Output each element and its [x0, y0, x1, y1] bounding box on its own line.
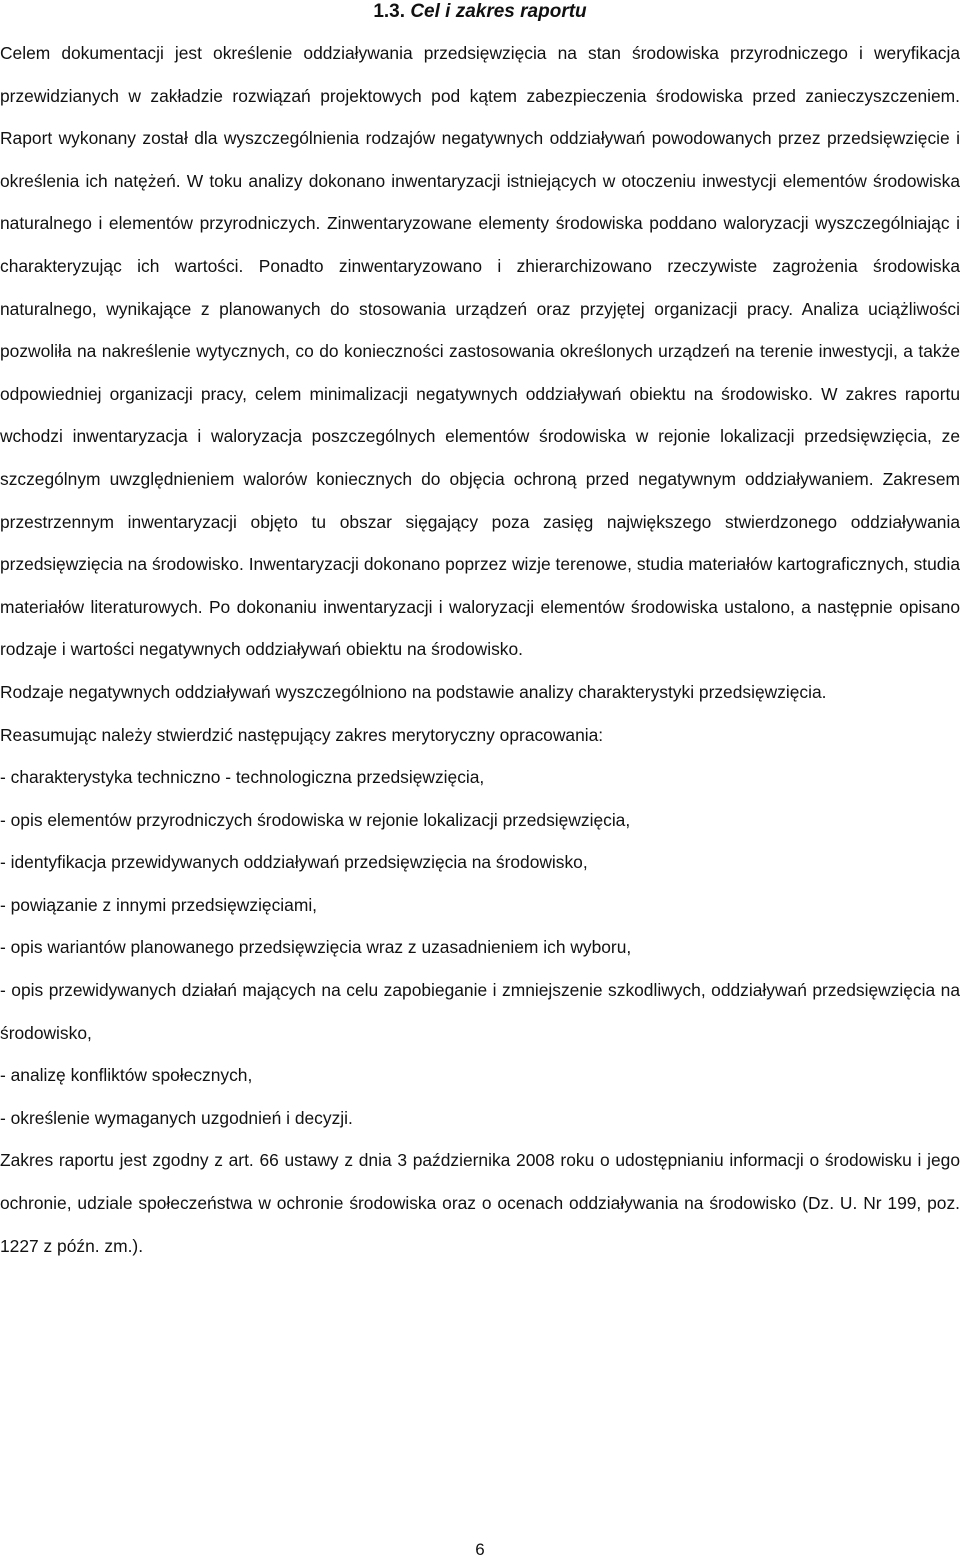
paragraph-scope-intro: Reasumując należy stwierdzić następujący zakres merytoryczny opracowania:	[0, 724, 604, 745]
list-item: - analizę konfliktów społecznych,	[0, 1065, 253, 1086]
list-item: - charakterystyka techniczno - technologiczna przedsięwzięcia,	[0, 767, 485, 788]
list-item: - opis elementów przyrodniczych środowiska w rejonie lokalizacji przedsięwzięcia,	[0, 809, 631, 830]
section-heading	[0, 0, 960, 24]
list-item: - określenie wymaganych uzgodnień i decyzji.	[0, 1107, 353, 1128]
list-item: - identyfikacja przewidywanych oddziaływań przedsięwzięcia na środowisko,	[0, 852, 588, 873]
document-body	[0, 32, 960, 1267]
list-item: - powiązanie z innymi przedsięwzięciami,	[0, 894, 318, 915]
page-number: 6	[475, 1540, 485, 1559]
paragraph-impact-types: Rodzaje negatywnych oddziaływań wyszczególniono na podstawie analizy charakterystyki przedsięwzięcia.	[0, 681, 827, 702]
paragraph-legal-basis: Zakres raportu jest zgodny z art. 66 ustawy z dnia 3 października 2008 roku o udostępnianiu informacji o środowisku i jego ochronie, udziale społeczeństwa w ochronie środowiska oraz o ocenach oddziaływania na środowisko (Dz. U. Nr 199, poz. 1227 z późn. zm.).	[0, 1150, 960, 1256]
scope-list	[0, 756, 960, 1139]
list-item: - opis wariantów planowanego przedsięwzięcia wraz z uzasadnieniem ich wyboru,	[0, 937, 632, 958]
section-number: 1.3.	[373, 1, 406, 22]
list-item: - opis przewidywanych działań mających na celu zapobieganie i zmniejszenie szkodliwych, oddziaływań przedsięwzięcia na środowisko,	[0, 980, 960, 1043]
paragraph-purpose: Celem dokumentacji jest określenie oddziaływania przedsięwzięcia na stan środowiska przyrodniczego i weryfikacja przewidzianych w zakładzie rozwiązań projektowych pod kątem zabezpieczenia środowiska przed zanieczyszczeniem. Raport wykonany został dla wyszczególnienia rodzajów negatywnych oddziaływań powodowanych przez przedsięwzięcie i określenia ich natężeń. W toku analizy dokonano inwentaryzacji istniejących w otoczeniu inwestycji elementów środowiska naturalnego i elementów przyrodniczych. Zinwentaryzowane elementy środowiska poddano waloryzacji wyszczególniając i charakteryzując ich wartości. Ponadto zinwentaryzowano i zhierarchizowano rzeczywiste zagrożenia środowiska naturalnego, wynikające z planowanych do stosowania urządzeń oraz przyjętej organizacji pracy. Analiza uciążliwości pozwoliła na nakreślenie wytycznych, co do konieczności zastosowania określonych urządzeń na terenie inwestycji, a także odpowiedniej organizacji pracy, celem minimalizacji negatywnych oddziaływań obiektu na środowisko. W zakres raportu wchodzi inwentaryzacja i waloryzacja poszczególnych elementów środowiska w rejonie lokalizacji przedsięwzięcia, ze szczególnym uwzględnieniem walorów koniecznych do objęcia ochroną przed negatywnym oddziaływaniem. Zakresem przestrzennym inwentaryzacji objęto tu obszar sięgający poza zasięg największego stwierdzonego oddziaływania przedsięwzięcia na środowisko. Inwentaryzacji dokonano poprzez wizje terenowe, studia materiałów kartograficznych, studia materiałów literaturowych. Po dokonaniu inwentaryzacji i waloryzacji elementów środowiska ustalono, a następnie opisano rodzaje i wartości negatywnych oddziaływań obiektu na środowisko.	[0, 43, 960, 660]
section-title: Cel i zakres raportu	[410, 1, 587, 22]
